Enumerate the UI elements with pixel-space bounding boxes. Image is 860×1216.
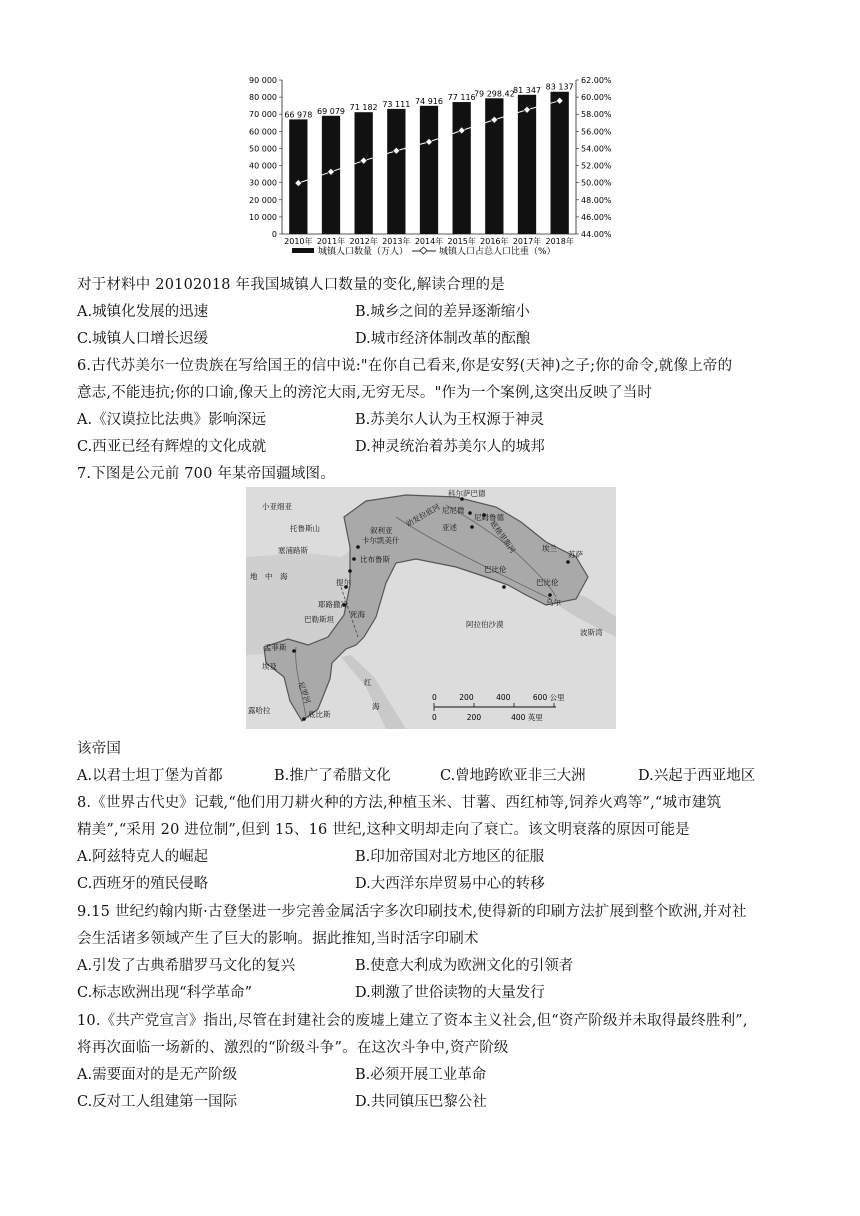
q10-option-b: B.必须开展工业革命 (355, 1067, 487, 1083)
q7-after: 该帝国 (77, 741, 122, 757)
bar-value-label: 71 182 (349, 103, 378, 113)
bar-value-label: 74 916 (415, 96, 443, 106)
y-left-tick-label: 50 000 (249, 144, 277, 154)
q6-option-d: D.神灵统治着苏美尔人的城邦 (355, 439, 545, 455)
x-tick-label: 2016年 (480, 237, 509, 246)
map-label: 底比斯 (308, 710, 331, 719)
q7-option-a: A.以君士坦丁堡为首都 (77, 768, 223, 784)
map-label: 波斯湾 (580, 628, 603, 637)
y-right-tick-label: 46.00% (581, 212, 612, 222)
map-label: 苏萨 (568, 550, 583, 559)
q10-option-c: C.反对工人组建第一国际 (77, 1094, 238, 1110)
q6-option-a: A.《汉谟拉比法典》影响深远 (77, 412, 267, 428)
x-tick-label: 2011年 (316, 237, 346, 246)
map-label: 科尔萨巴德 (448, 489, 486, 498)
bar (551, 92, 569, 234)
y-left-tick-label: 70 000 (249, 110, 277, 120)
map-label: 地 中 海 (250, 572, 288, 581)
q5-option-c: C.城镇人口增长迟缓 (77, 331, 209, 347)
map-label: 小亚细亚 (262, 502, 292, 511)
q6-option-b: B.苏美尔人认为王权源于神灵 (355, 412, 545, 428)
map-label: 红 (364, 678, 372, 687)
q7-option-d: D.兴起于西亚地区 (638, 768, 756, 784)
map-label: 托鲁斯山 (290, 524, 320, 533)
q10-option-d: D.共同镇压巴黎公社 (355, 1094, 487, 1110)
city-dot (352, 557, 356, 561)
bar-value-label: 73 111 (382, 99, 411, 109)
y-right-tick-label: 48.00% (581, 195, 612, 205)
q9-option-c: C.标志欧洲出现“科学革命” (77, 985, 253, 1001)
q5-option-d: D.城市经济体制改革的酝酿 (355, 331, 531, 347)
q7-option-b: B.推广了希腊文化 (274, 768, 391, 784)
map-label: 埃及 (262, 662, 277, 671)
map-label: 叙利亚 (370, 526, 393, 535)
q10-option-a: A.需要面对的是无产阶级 (77, 1067, 238, 1083)
q9-stem-line2: 会生活诸多领域产生了巨大的影响。据此推知,当时活字印刷术 (77, 931, 479, 947)
bar-value-label: 83 137 (545, 82, 574, 92)
map-label: 阿拉伯沙漠 (466, 620, 504, 629)
map-label: 巴比伦 (484, 565, 507, 574)
legend-bar-label: 城镇人口数量（万人） (318, 247, 409, 257)
map-label: 埃兰 (542, 544, 557, 553)
y-right-tick-label: 50.00% (581, 178, 612, 188)
map-label: 乌尔 (546, 598, 561, 607)
x-tick-label: 2014年 (414, 237, 444, 246)
map-label: 底格里斯河 (488, 518, 518, 555)
y-right-tick-label: 62.00% (581, 76, 612, 85)
map-label: 耶路撒冷 (318, 600, 348, 609)
scale-mile-label: 0 200 400 英里 (432, 713, 543, 722)
urban-population-chart (240, 72, 620, 262)
bar-value-label: 66 978 (284, 110, 313, 120)
y-right-tick-label: 56.00% (581, 127, 612, 137)
city-dot (348, 569, 352, 573)
q9-stem-line1: 9.15 世纪约翰内斯·古登堡进一步完善金属活字多次印刷技术,使得新的印刷方法扩展到整个欧洲,并对社 (77, 904, 747, 920)
map-label: 亚述 (442, 523, 457, 532)
city-dot (566, 560, 570, 564)
q8-stem-line1: 8.《世界古代史》记载,“他们用刀耕火种的方法,种植玉米、甘薯、西红柿等,饲养火鸡等”,“城市建筑 (77, 795, 722, 811)
q8-stem-line2: 精美”,“采用 20 进位制”,但到 15、16 世纪,这种文明却走向了衰亡。该文明衰落的原因可能是 (77, 822, 690, 838)
q9-option-b: B.使意大利成为欧洲文化的引领者 (355, 958, 574, 974)
q10-stem-line1: 10.《共产党宣言》指出,尽管在封建社会的废墟上建立了资本主义社会,但“资产阶级并未取得最终胜利”, (77, 1013, 748, 1029)
q8-option-a: A.阿兹特克人的崛起 (77, 849, 209, 865)
x-tick-label: 2015年 (447, 237, 476, 246)
bar (420, 106, 438, 234)
chart-legend (292, 245, 556, 257)
y-left-tick-label: 60 000 (249, 127, 277, 137)
y-left-tick-label: 10 000 (249, 212, 277, 222)
x-tick-label: 2010年 (284, 237, 313, 246)
q5-stem: 对于材料中 20102018 年我国城镇人口数量的变化,解读合理的是 (77, 277, 505, 293)
bar (453, 102, 471, 234)
q8-option-c: C.西班牙的殖民侵略 (77, 876, 209, 892)
bar (355, 112, 373, 234)
legend-line-marker (420, 247, 427, 254)
map-label: 孟菲斯 (264, 643, 287, 652)
y-left-tick-label: 90 000 (249, 76, 277, 85)
y-right-tick-label: 44.00% (581, 230, 612, 239)
bar-value-label: 79 298.42 (473, 89, 515, 99)
map-label: 尼姆鲁德 (474, 513, 504, 522)
map-label: 巴比伦 (536, 578, 559, 587)
bar (289, 119, 307, 234)
bar-value-label: 77 116 (447, 93, 476, 103)
city-dot (470, 525, 474, 529)
q5-option-a: A.城镇化发展的迅速 (77, 304, 209, 320)
x-tick-label: 2017年 (512, 237, 542, 246)
scale-km-label: 0 200 400 600 公里 (432, 693, 565, 702)
q6-option-c: C.西亚已经有辉煌的文化成就 (77, 439, 267, 455)
map-label: 尼罗河 (296, 680, 313, 705)
map-label: 提尔 (336, 578, 351, 587)
q6-stem-line2: 意志,不能违抗;你的口谕,像天上的滂沱大雨,无穷无尽。"作为一个案例,这突出反映了当时 (77, 385, 653, 401)
map-label: 巴勒斯坦 (304, 615, 334, 624)
city-dot (356, 545, 360, 549)
map-label: 比布鲁斯 (360, 555, 390, 564)
y-left-tick-label: 30 000 (249, 178, 277, 188)
map-label: 死海 (350, 610, 365, 619)
bar-value-label: 69 079 (317, 106, 345, 116)
map-label: 幼发拉底河 (404, 502, 442, 529)
map-label: 尼尼微 (442, 506, 465, 515)
bar-value-label: 81 347 (513, 85, 541, 95)
q7-stem: 7.下图是公元前 700 年某帝国疆域图。 (77, 466, 335, 482)
q9-option-a: A.引发了古典希腊罗马文化的复兴 (77, 958, 296, 974)
city-dot (302, 717, 306, 721)
y-right-tick-label: 52.00% (581, 161, 612, 171)
city-dot (502, 585, 506, 589)
q10-stem-line2: 将再次面临一场新的、激烈的“阶级斗争”。在这次斗争中,资产阶级 (77, 1040, 509, 1056)
q8-option-b: B.印加帝国对北方地区的征服 (355, 849, 545, 865)
y-left-tick-label: 40 000 (249, 161, 277, 171)
bar (518, 95, 536, 234)
legend-bar-swatch (292, 248, 314, 253)
map-label: 海 (372, 702, 380, 711)
bar (387, 109, 405, 234)
map-label: 卡尔凯美什 (362, 536, 400, 545)
x-tick-label: 2013年 (382, 237, 411, 246)
map-label: 塞浦路斯 (278, 546, 308, 555)
city-dot (292, 649, 296, 653)
y-right-tick-label: 58.00% (581, 110, 612, 120)
y-right-tick-label: 60.00% (581, 93, 612, 103)
x-tick-label: 2018年 (545, 237, 574, 246)
y-right-tick-label: 54.00% (581, 144, 612, 154)
y-left-tick-label: 80 000 (249, 93, 277, 103)
q6-stem-line1: 6.古代苏美尔一位贵族在写给国王的信中说:"在你自己看来,你是安努(天神)之子;你的命令,就像上帝的 (77, 358, 733, 374)
q8-option-d: D.大西洋东岸贸易中心的转移 (355, 876, 545, 892)
legend-line-label: 城镇人口占总人口比重（%） (439, 247, 556, 257)
empire-map (246, 487, 616, 729)
q5-option-b: B.城乡之间的差异逐渐缩小 (355, 304, 530, 320)
q7-option-c: C.曾地跨欧亚非三大洲 (440, 768, 586, 784)
q9-option-d: D.刺激了世俗读物的大量发行 (355, 985, 545, 1001)
y-left-tick-label: 20 000 (249, 195, 277, 205)
y-left-tick-label: 0 (271, 230, 277, 239)
city-dot (468, 511, 472, 515)
x-tick-label: 2012年 (349, 237, 378, 246)
map-label: 露哈拉 (248, 706, 271, 715)
city-dot (548, 593, 552, 597)
